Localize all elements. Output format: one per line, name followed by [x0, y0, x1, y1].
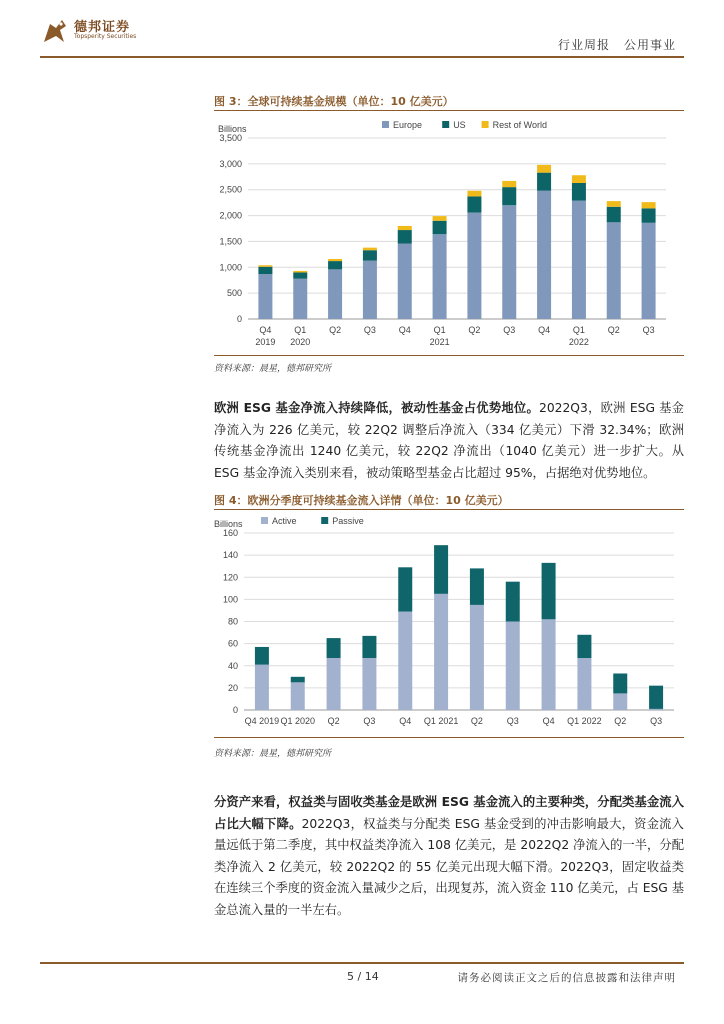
x-tick-label: Q3 — [506, 716, 519, 726]
x-tick-label: Q4 — [399, 716, 412, 726]
legend-label-1: Passive — [332, 516, 364, 526]
x-tick-label: Q3 — [503, 325, 516, 335]
report-type: 行业周报 — [557, 38, 610, 52]
bar-active — [398, 612, 412, 710]
bar-rest-of-world — [293, 271, 307, 273]
bar-active — [577, 658, 591, 710]
bar-rest-of-world — [258, 265, 272, 267]
bar-rest-of-world — [502, 181, 516, 187]
y-axis-label: Billions — [218, 124, 247, 134]
bar-rest-of-world — [642, 202, 656, 208]
bar-europe — [328, 269, 342, 319]
x-tick-label: Q2 — [327, 716, 340, 726]
legend-swatch-0 — [382, 121, 389, 128]
legend-swatch-0 — [261, 517, 268, 524]
bar-passive — [255, 647, 269, 665]
paragraph-lead: 分资产来看，权益类与固收类基金是欧洲 ESG 基金流入的主要种类，分配类基金流入占比大幅下降。 — [214, 795, 684, 831]
paragraph-europe-esg-flows — [214, 398, 684, 484]
bar-us — [537, 173, 551, 191]
figure3-source: 资料来源：晨星，德邦研究所 — [214, 364, 332, 374]
legend-swatch-2 — [482, 121, 489, 128]
bar-us — [572, 183, 586, 201]
x-tick-label: Q1 2022 — [567, 716, 602, 726]
x-tick-label: Q4 — [259, 325, 272, 335]
figure3-title-rule — [214, 110, 684, 111]
bar-active — [649, 709, 663, 710]
bar-europe — [363, 261, 377, 319]
x-tick-label: Q4 — [542, 716, 555, 726]
x-tick-label: Q2 — [329, 325, 342, 335]
bar-us — [502, 187, 516, 205]
paragraph-body: 2022Q3，欧洲 ESG 基金净流入为 226 亿美元，较 22Q2 调整后净流入（334 亿美元）下滑 32.34%；欧洲传统基金净流出 1240 亿美元，较 22Q2 净流出（1040 亿美元）进一步扩大。从 ESG 基金净流入类别来看，被动策略型基金占比超过 95%，占据绝对优势地位。 — [214, 401, 684, 480]
x-tick-label: Q3 — [642, 325, 655, 335]
bar-rest-of-world — [607, 201, 621, 207]
y-tick-label: 40 — [227, 660, 238, 671]
report-category — [558, 36, 676, 53]
x-year-label: 2022 — [568, 337, 589, 347]
europe-quarterly-flows-chart — [214, 511, 684, 736]
bar-rest-of-world — [537, 165, 551, 173]
bar-europe — [502, 205, 516, 319]
bar-rest-of-world — [363, 248, 377, 251]
bar-us — [607, 207, 621, 223]
x-tick-label: Q2 — [470, 716, 483, 726]
legend-swatch-1 — [442, 121, 449, 128]
report-sector: 公用事业 — [623, 38, 676, 52]
x-tick-label: Q1 2020 — [280, 716, 316, 726]
legend-label-0: Europe — [393, 120, 423, 130]
bar-europe — [433, 234, 447, 319]
legend-swatch-1 — [321, 517, 328, 524]
y-tick-label: 80 — [227, 616, 238, 627]
bar-active — [470, 605, 484, 710]
bar-passive — [506, 582, 520, 622]
bar-us — [328, 261, 342, 269]
figure3-title: 图 3：全球可持续基金规模（单位：10 亿美元） — [214, 95, 454, 108]
y-tick-label: 1,500 — [219, 236, 242, 247]
y-axis-label: Billions — [214, 519, 243, 529]
bar-active — [327, 658, 341, 710]
x-tick-label: Q4 2019 — [244, 716, 280, 726]
x-tick-label: Q3 — [363, 325, 376, 335]
x-tick-label: Q2 — [614, 716, 627, 726]
paragraph-lead: 欧洲 ESG 基金净流入持续降低，被动性基金占优势地位。 — [214, 401, 540, 415]
footer-rule — [40, 962, 684, 964]
bar-passive — [577, 635, 591, 658]
x-year-label: 2020 — [290, 337, 311, 347]
x-tick-label: Q1 — [433, 325, 446, 335]
y-tick-label: 2,500 — [219, 184, 242, 195]
legend-label-0: Active — [272, 516, 297, 526]
legal-disclaimer: 请务必阅读正文之后的信息披露和法律声明 — [457, 972, 676, 984]
header-rule — [40, 56, 684, 58]
y-tick-label: 500 — [226, 288, 242, 299]
bar-rest-of-world — [572, 175, 586, 183]
bar-active — [542, 619, 556, 710]
x-tick-label: Q3 — [363, 716, 376, 726]
bar-europe — [258, 274, 272, 319]
bar-rest-of-world — [433, 216, 447, 221]
y-tick-label: 20 — [227, 682, 238, 693]
x-tick-label: Q3 — [650, 716, 663, 726]
y-tick-label: 3,500 — [219, 133, 242, 143]
bar-active — [506, 622, 520, 711]
y-tick-label: 0 — [236, 314, 242, 324]
bar-passive — [542, 563, 556, 619]
y-tick-label: 0 — [232, 705, 238, 715]
bar-passive — [398, 567, 412, 611]
legend-label-1: US — [453, 120, 466, 130]
bar-europe — [642, 223, 656, 319]
bar-passive — [613, 673, 627, 693]
paragraph-body: 2022Q3，权益类与分配类 ESG 基金受到的冲击影响最大，资金流入量远低于第二季度，其中权益类净流入 108 亿美元，是 2022Q2 净流入的一半，分配类净流入 2 亿美元，较 2022Q2 的 55 亿美元出现大幅下滑。2022Q3，固定收益类在连续三个季度的资金流入量减少之后，出现复苏，流入资金 110 亿美元，占 ESG 基金总流入量的一半左右。 — [214, 816, 685, 917]
bar-us — [467, 196, 481, 212]
bar-us — [293, 272, 307, 278]
y-tick-label: 1,000 — [219, 262, 242, 273]
figure4-source: 资料来源：晨星，德邦研究所 — [214, 749, 332, 759]
x-tick-label: Q2 — [607, 325, 620, 335]
bar-rest-of-world — [467, 191, 481, 197]
y-tick-label: 120 — [222, 572, 238, 583]
x-year-label: 2021 — [429, 337, 450, 347]
brand-english-name: Topsperity Securities — [74, 33, 137, 40]
x-year-label: 2019 — [255, 337, 276, 347]
bar-passive — [470, 568, 484, 605]
bar-us — [258, 267, 272, 274]
bar-passive — [291, 677, 305, 683]
bar-active — [255, 665, 269, 710]
bar-passive — [434, 545, 448, 594]
bar-passive — [649, 686, 663, 709]
figure4-title: 图 4：欧洲分季度可持续基金流入详情（单位：10 亿美元） — [214, 494, 509, 507]
x-tick-label: Q1 2021 — [423, 716, 459, 726]
bar-europe — [467, 212, 481, 319]
bar-rest-of-world — [328, 259, 342, 261]
bar-us — [398, 230, 412, 243]
brand-name: 德邦证券 — [74, 20, 131, 35]
x-tick-label: Q1 — [572, 325, 585, 335]
y-tick-label: 100 — [222, 594, 238, 605]
global-sustainable-fund-chart — [214, 112, 684, 354]
bar-europe — [572, 201, 586, 319]
page-number: 5 / 14 — [347, 970, 379, 983]
bar-europe — [293, 279, 307, 319]
x-tick-label: Q4 — [398, 325, 411, 335]
figure3-bottom-rule — [214, 355, 684, 356]
bar-active — [434, 594, 448, 710]
bar-us — [642, 208, 656, 222]
legend-label-2: Rest of World — [492, 120, 547, 130]
bar-europe — [607, 222, 621, 319]
bar-us — [363, 250, 377, 260]
bar-active — [362, 658, 376, 710]
bar-active — [613, 693, 627, 710]
x-tick-label: Q4 — [538, 325, 551, 335]
y-tick-label: 3,000 — [219, 158, 242, 169]
y-tick-label: 2,000 — [219, 210, 242, 221]
bar-passive — [362, 636, 376, 658]
bar-us — [433, 221, 447, 234]
y-tick-label: 160 — [222, 528, 238, 538]
figure4-title-rule — [214, 509, 684, 510]
x-tick-label: Q1 — [294, 325, 307, 335]
bar-active — [291, 682, 305, 710]
bar-europe — [398, 243, 412, 319]
paragraph-asset-class-flows — [214, 792, 684, 921]
bar-europe — [537, 191, 551, 319]
bar-rest-of-world — [398, 226, 412, 230]
y-tick-label: 140 — [222, 550, 238, 561]
x-tick-label: Q2 — [468, 325, 481, 335]
y-tick-label: 60 — [227, 638, 238, 649]
company-logo-icon — [40, 16, 70, 46]
bar-passive — [327, 638, 341, 658]
figure4-bottom-rule — [214, 737, 684, 738]
